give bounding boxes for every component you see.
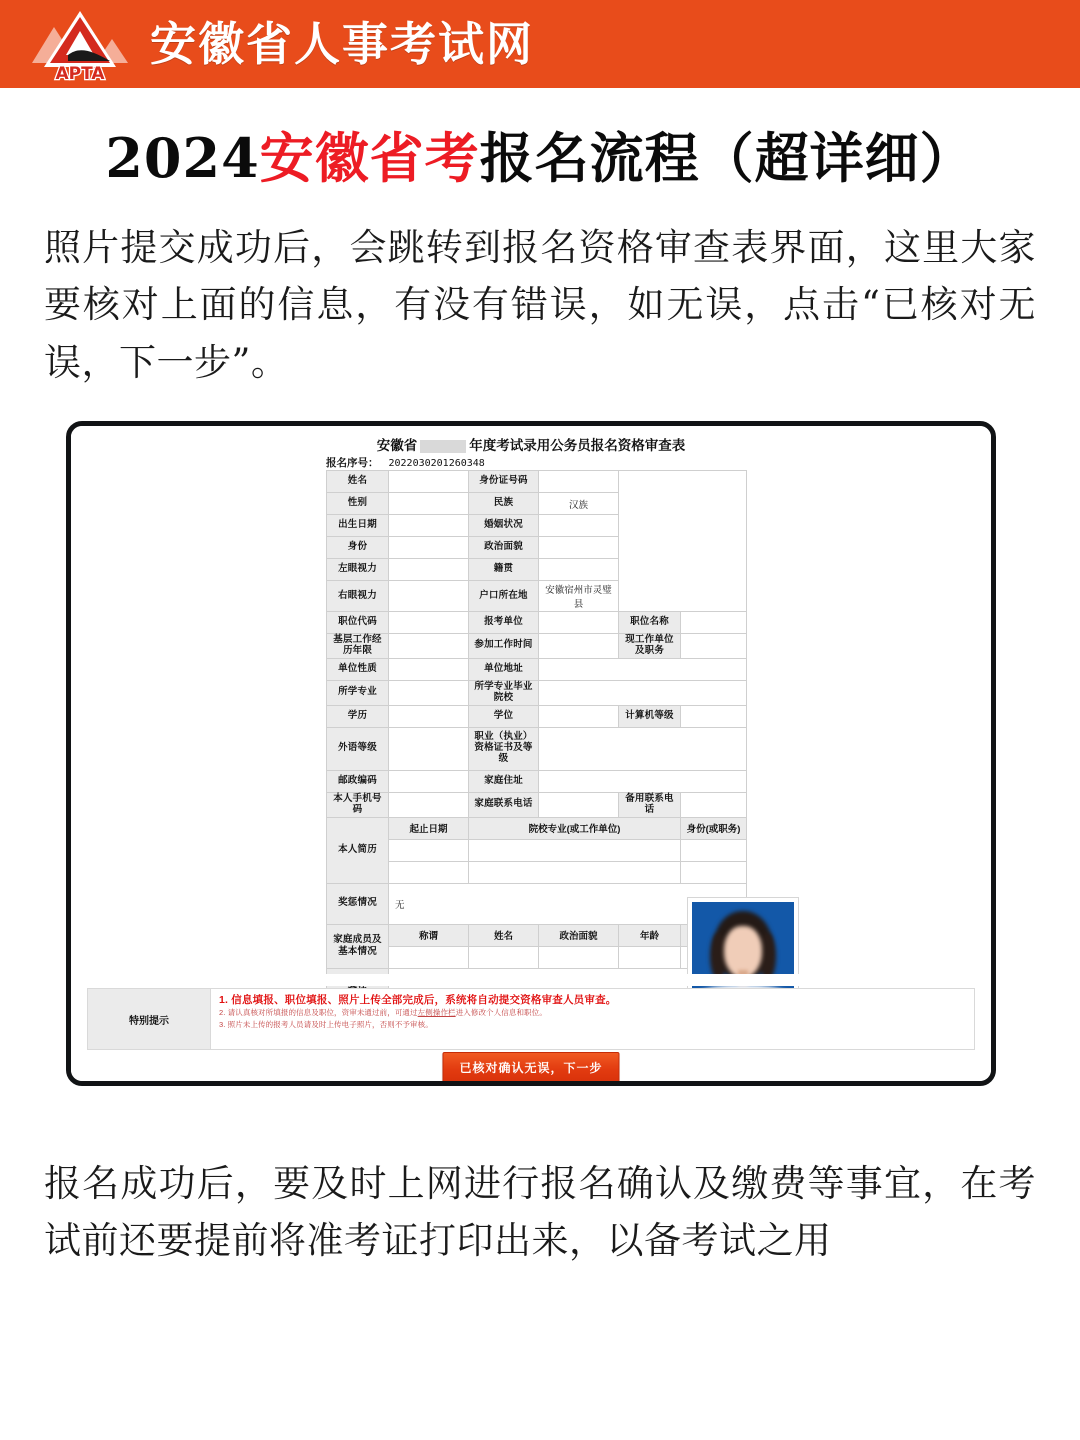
field-label: 户口所在地 [469, 581, 539, 612]
field-value[interactable] [681, 792, 747, 817]
field-label: 左眼视力 [327, 559, 389, 581]
family-cell[interactable] [619, 946, 681, 968]
family-col-header: 称谓 [389, 924, 469, 946]
field-value[interactable] [389, 705, 469, 727]
field-label: 备用联系电话 [619, 792, 681, 817]
field-value[interactable] [389, 680, 469, 705]
form-title [71, 434, 991, 454]
field-label: 报考单位 [469, 612, 539, 634]
resume-col-header: 院校专业(或工作单位) [469, 817, 681, 839]
family-cell[interactable] [539, 946, 619, 968]
field-value[interactable] [539, 515, 619, 537]
family-label: 家庭成员及基本情况 [327, 924, 389, 968]
redacted-year-block [420, 440, 466, 453]
photo-cell [619, 471, 747, 612]
field-value[interactable] [539, 770, 747, 792]
field-value[interactable] [539, 537, 619, 559]
field-label: 家庭联系电话 [469, 792, 539, 817]
field-label: 本人手机号码 [327, 792, 389, 817]
page-title [0, 116, 1080, 193]
field-value[interactable] [681, 634, 747, 659]
field-label: 性别 [327, 493, 389, 515]
registration-serial [326, 455, 485, 470]
field-label: 职位代码 [327, 612, 389, 634]
form-bottom-gap [87, 974, 975, 986]
field-label: 政治面貌 [469, 537, 539, 559]
apta-logo-icon [24, 5, 136, 83]
field-label: 姓名 [327, 471, 389, 493]
registration-serial-label: 报名序号： [326, 457, 379, 469]
field-value[interactable] [539, 612, 619, 634]
resume-cell[interactable] [681, 839, 747, 861]
field-value[interactable] [539, 792, 619, 817]
special-notice-label: 特别提示 [88, 989, 211, 1049]
field-value[interactable] [681, 612, 747, 634]
field-label: 计算机等级 [619, 705, 681, 727]
form-title-prefix: 安徽省 [376, 438, 418, 454]
field-label: 学历 [327, 705, 389, 727]
field-label: 单位地址 [469, 658, 539, 680]
field-value[interactable] [389, 792, 469, 817]
field-value[interactable] [539, 658, 747, 680]
notice-line-2-underline: 左侧操作栏 [417, 1008, 456, 1018]
form-title-suffix: 年度考试录用公务员报名资格审查表 [469, 438, 686, 454]
family-col-header: 姓名 [469, 924, 539, 946]
notice-line-3: 3. 照片未上传的报考人员请及时上传电子照片，否则不予审核。 [219, 1019, 433, 1029]
table-row [327, 705, 747, 727]
table-row [327, 658, 747, 680]
resume-cell[interactable] [681, 861, 747, 883]
confirm-next-button[interactable]: 已核对确认无误，下一步 [442, 1052, 619, 1084]
field-label: 籍贯 [469, 559, 539, 581]
field-value[interactable] [389, 493, 469, 515]
resume-cell[interactable] [469, 839, 681, 861]
reward-label: 奖惩情况 [327, 883, 389, 924]
field-value[interactable]: 汉族 [539, 493, 619, 515]
table-row [327, 861, 747, 883]
resume-cell[interactable] [389, 839, 469, 861]
field-label: 民族 [469, 493, 539, 515]
page-title-prefix: 2024 [105, 126, 260, 190]
family-col-header: 年龄 [619, 924, 681, 946]
resume-cell[interactable] [469, 861, 681, 883]
family-cell[interactable] [469, 946, 539, 968]
field-label: 职业（执业）资格证书及等级 [469, 727, 539, 770]
page-title-highlight: 安徽省考 [259, 126, 480, 190]
field-label: 所学专业毕业院校 [469, 680, 539, 705]
table-row [327, 817, 747, 839]
notice-line-2-prefix: 2. 请认真核对所填报的信息及职位，资审未通过前，可通过 [219, 1008, 418, 1018]
field-value[interactable] [539, 559, 619, 581]
notice-line-2 [219, 1007, 966, 1019]
field-label: 职位名称 [619, 612, 681, 634]
table-row [327, 680, 747, 705]
field-value[interactable] [389, 471, 469, 493]
field-label: 右眼视力 [327, 581, 389, 612]
resume-col-header: 身份(或职务) [681, 817, 747, 839]
field-value[interactable]: 安徽宿州市灵璧县 [539, 581, 619, 612]
field-value[interactable] [389, 634, 469, 659]
field-label: 现工作单位及职务 [619, 634, 681, 659]
site-header [0, 0, 1080, 88]
special-notice [87, 988, 975, 1050]
field-label: 参加工作时间 [469, 634, 539, 659]
field-value[interactable] [539, 471, 619, 493]
embedded-screenshot-frame [66, 421, 996, 1086]
table-row [327, 727, 747, 770]
svg-text:APTA: APTA [55, 64, 105, 83]
field-value[interactable] [539, 727, 747, 770]
reward-value[interactable]: 无 [389, 883, 747, 924]
special-notice-body [211, 989, 974, 1049]
notice-line-1: 1. 信息填报、职位填报、照片上传全部完成后，系统将自动提交资格审查人员审查。 [219, 994, 617, 1006]
field-label: 单位性质 [327, 658, 389, 680]
table-row [327, 792, 747, 817]
resume-col-header: 起止日期 [389, 817, 469, 839]
registration-form-screenshot [71, 426, 991, 1081]
site-title: 安徽省人事考试网 [150, 17, 534, 71]
resume-label: 本人简历 [327, 817, 389, 883]
registration-form-table [326, 470, 747, 1012]
field-value[interactable] [389, 770, 469, 792]
table-row [327, 839, 747, 861]
field-label: 基层工作经历年限 [327, 634, 389, 659]
outro-paragraph: 报名成功后，要及时上网进行报名确认及缴费等事宜，在考试前还要提前将准考证打印出来，以备考试之用 [44, 1162, 1036, 1263]
field-value[interactable] [389, 559, 469, 581]
field-label: 出生日期 [327, 515, 389, 537]
field-value[interactable] [681, 705, 747, 727]
family-col-header: 政治面貌 [539, 924, 619, 946]
field-value[interactable] [539, 680, 747, 705]
field-label: 身份 [327, 537, 389, 559]
field-label: 婚姻状况 [469, 515, 539, 537]
table-row [327, 612, 747, 634]
field-value[interactable] [389, 727, 469, 770]
table-row [327, 924, 747, 946]
notice-line-2-suffix: 进入修改个人信息和职位。 [455, 1008, 547, 1018]
field-value[interactable] [389, 581, 469, 612]
table-row [327, 770, 747, 792]
table-row [327, 471, 747, 493]
field-label: 身份证号码 [469, 471, 539, 493]
registration-serial-value: 2022030201260348 [388, 458, 485, 469]
field-value[interactable] [389, 658, 469, 680]
field-value[interactable] [539, 634, 619, 659]
field-label: 外语等级 [327, 727, 389, 770]
page-title-suffix: 报名流程（超详细） [479, 126, 975, 190]
table-row [327, 634, 747, 659]
field-value[interactable] [389, 537, 469, 559]
field-value[interactable] [389, 515, 469, 537]
field-value[interactable] [389, 612, 469, 634]
table-row [327, 883, 747, 924]
family-cell[interactable] [389, 946, 469, 968]
field-label: 邮政编码 [327, 770, 389, 792]
field-label: 学位 [469, 705, 539, 727]
table-row [327, 946, 747, 968]
field-label: 所学专业 [327, 680, 389, 705]
resume-cell[interactable] [389, 861, 469, 883]
field-value[interactable] [539, 705, 619, 727]
intro-paragraph: 照片提交成功后，会跳转到报名资格审查表界面，这里大家要核对上面的信息，有没有错误，如无误，点击“已核对无误，下一步”。 [44, 226, 1036, 384]
field-label: 家庭住址 [469, 770, 539, 792]
